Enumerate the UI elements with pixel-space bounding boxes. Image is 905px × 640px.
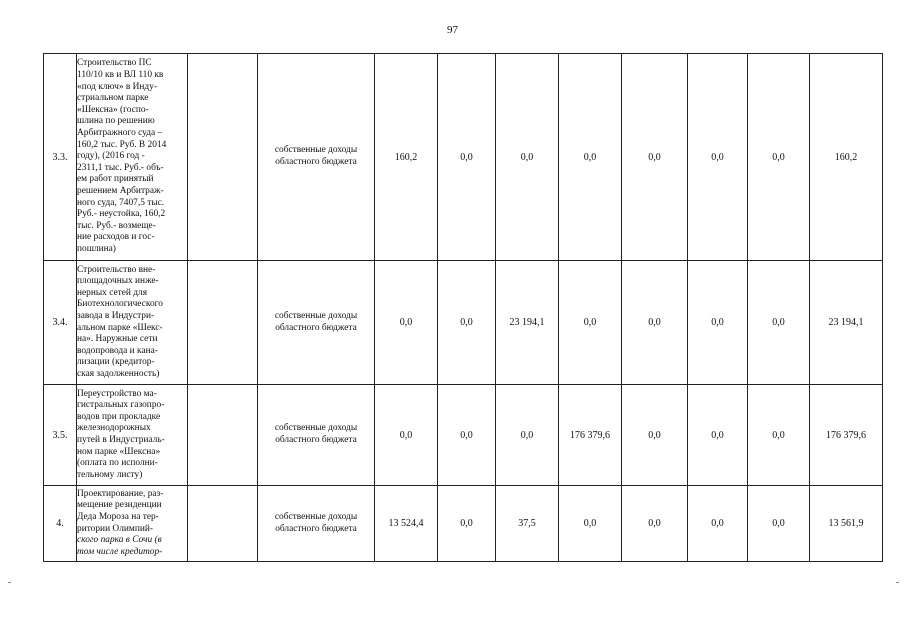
row-value: 176 379,6 — [559, 385, 622, 486]
row-value: 0,0 — [622, 261, 688, 385]
description-line: тыс. Руб.- возмеще- — [77, 220, 156, 231]
description-line: нерных сетей для — [77, 287, 148, 298]
row-number: 3.4. — [44, 261, 77, 385]
row-funding-source — [258, 261, 375, 385]
description-line: ем работ принятый — [77, 174, 154, 185]
row-value: 0,0 — [375, 385, 438, 486]
row-value: 0,0 — [688, 385, 748, 486]
description-line: шлина по решению — [77, 116, 155, 127]
row-value: 37,5 — [496, 486, 559, 562]
description-line: пошлина) — [77, 243, 116, 254]
row-total-value: 176 379,6 — [810, 385, 883, 486]
row-value: 0,0 — [622, 385, 688, 486]
description-line: году), (2016 год - — [77, 151, 145, 162]
description-line: путей в Индустриаль- — [77, 435, 165, 445]
description-line: 160,2 тыс. Руб. В 2014 — [77, 139, 167, 150]
funding-source-line: областного бюджета — [275, 523, 357, 534]
row-description — [77, 385, 188, 486]
description-line: площадочных инже- — [77, 276, 159, 287]
funding-source-line: собственные доходы — [274, 145, 358, 156]
row-value: 0,0 — [688, 261, 748, 385]
description-line: ритории Олимпий- — [77, 523, 154, 534]
row-value: 0,0 — [496, 54, 559, 261]
description-line: ская задолженность) — [77, 368, 160, 379]
row-total-value: 160,2 — [810, 54, 883, 261]
scan-edge-mark-left — [8, 582, 11, 583]
row-value: 0,0 — [559, 54, 622, 261]
row-value: 13 524,4 — [375, 486, 438, 562]
description-line: ние расходов и гос- — [77, 232, 155, 243]
table-row — [44, 54, 883, 261]
row-funding-source — [258, 54, 375, 261]
row-value: 0,0 — [496, 385, 559, 486]
row-funding-source — [258, 486, 375, 562]
funding-source-line: областного бюджета — [275, 435, 357, 445]
row-total-value: 13 561,9 — [810, 486, 883, 562]
description-line: ского парка в Сочи (в — [77, 535, 162, 546]
description-line: Руб.- неустойка, 160,2 — [77, 209, 166, 220]
description-line: решением Арбитраж- — [77, 185, 164, 196]
row-number: 3.5. — [44, 385, 77, 486]
description-line: 110/10 кв и ВЛ 110 кв — [77, 70, 164, 81]
funding-source-line: собственные доходы — [274, 423, 358, 434]
description-line: железнодорожных — [77, 423, 151, 434]
row-description — [77, 54, 188, 261]
description-line: том числе кредитор- — [77, 546, 163, 557]
row-total-value: 23 194,1 — [810, 261, 883, 385]
description-line: «Шексна» (госпо- — [77, 104, 149, 115]
scan-edge-mark-right — [896, 582, 899, 583]
description-line: ного суда, 7407,5 тыс. — [77, 197, 165, 208]
funding-source-line: собственные доходы — [274, 511, 358, 522]
description-line: водов при прокладке — [77, 411, 161, 422]
description-line: Арбитражного суда – — [77, 128, 163, 139]
row-value: 0,0 — [748, 261, 810, 385]
description-line: Биотехнологического — [77, 299, 163, 310]
description-line: Проектирование, раз- — [77, 488, 164, 499]
description-line: Строительство вне- — [77, 264, 156, 275]
description-line: стриальном парке — [77, 93, 149, 104]
table-row — [44, 261, 883, 385]
description-line: гистральных газопро- — [77, 400, 165, 411]
description-line: водопровода и кана- — [77, 345, 158, 356]
description-line: ном парке «Шексна» — [77, 446, 161, 457]
row-value: 160,2 — [375, 54, 438, 261]
row-value: 0,0 — [622, 486, 688, 562]
funding-source-line: областного бюджета — [275, 157, 357, 167]
row-blank-cell — [188, 54, 258, 261]
description-line: (оплата по исполни- — [77, 458, 158, 469]
description-line: тельному листу) — [77, 469, 143, 480]
description-line: на». Наружные сети — [77, 334, 158, 345]
table-row — [44, 385, 883, 486]
row-number: 3.3. — [44, 54, 77, 261]
row-value: 0,0 — [622, 54, 688, 261]
description-line: Строительство ПС — [77, 58, 152, 69]
description-line: альном парке «Шекс- — [77, 322, 163, 333]
row-value: 0,0 — [688, 54, 748, 261]
row-value: 0,0 — [438, 385, 496, 486]
description-line: завода в Индустри- — [77, 310, 155, 321]
budget-table — [43, 53, 883, 562]
table-body — [44, 54, 883, 562]
row-value: 0,0 — [375, 261, 438, 385]
row-description — [77, 486, 188, 562]
row-number: 4. — [44, 486, 77, 562]
row-value: 0,0 — [438, 486, 496, 562]
row-value: 0,0 — [748, 486, 810, 562]
row-value: 0,0 — [559, 261, 622, 385]
row-value: 23 194,1 — [496, 261, 559, 385]
row-funding-source — [258, 385, 375, 486]
description-line: Деда Мороза на тер- — [77, 511, 159, 522]
row-value: 0,0 — [559, 486, 622, 562]
row-blank-cell — [188, 261, 258, 385]
row-value: 0,0 — [688, 486, 748, 562]
funding-source-line: собственные доходы — [274, 310, 358, 321]
funding-source-line: областного бюджета — [275, 322, 357, 333]
description-line: лизации (кредитор- — [77, 357, 155, 368]
row-value: 0,0 — [438, 261, 496, 385]
description-line: «под ключ» в Инду- — [77, 81, 157, 92]
description-line: Переустройство ма- — [77, 388, 157, 399]
row-value: 0,0 — [748, 385, 810, 486]
table-row — [44, 486, 883, 562]
row-blank-cell — [188, 385, 258, 486]
row-description — [77, 261, 188, 385]
row-value: 0,0 — [748, 54, 810, 261]
description-line: 2311,1 тыс. Руб.- объ- — [77, 162, 164, 173]
description-line: мещение резиденции — [77, 500, 162, 511]
row-blank-cell — [188, 486, 258, 562]
row-value: 0,0 — [438, 54, 496, 261]
page-number: 97 — [447, 24, 458, 36]
